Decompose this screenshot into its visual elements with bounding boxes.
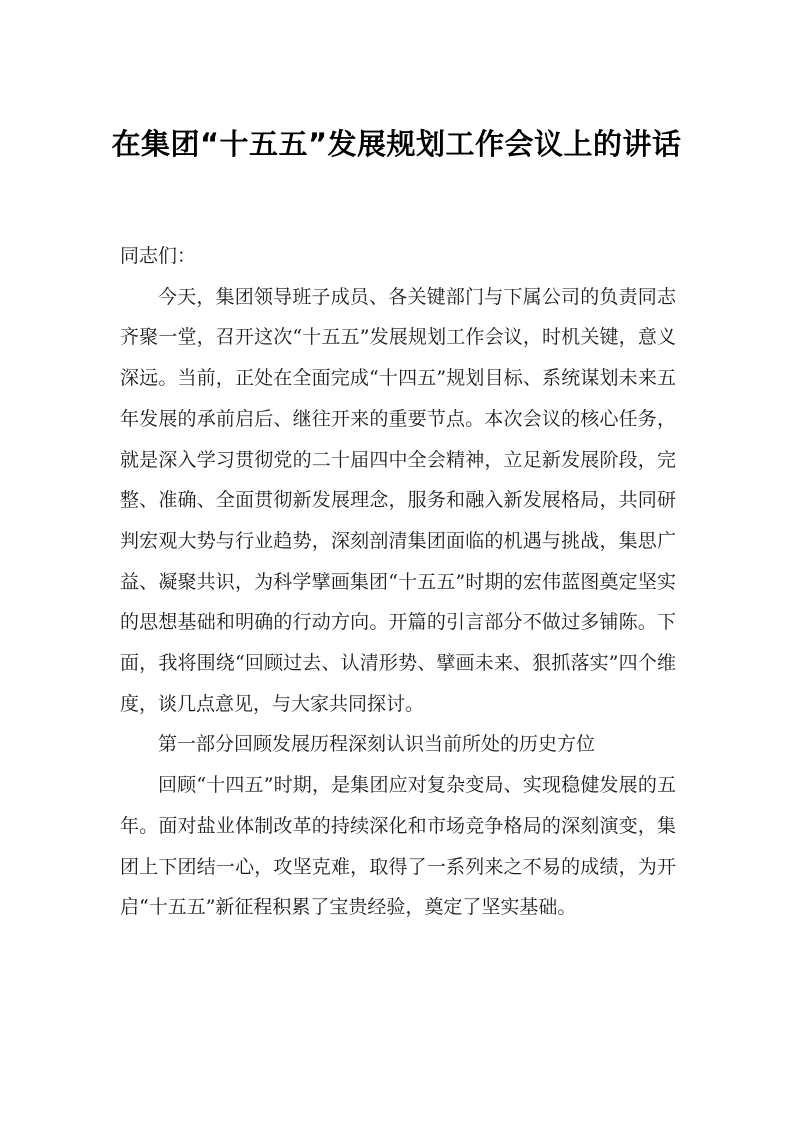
document-body (120, 236, 676, 928)
salutation: 同志们： (120, 245, 197, 267)
intro-paragraph: 今天，集团领导班子成员、各关键部门与下属公司的负责同志齐聚一堂，召开这次“十五五”发展规划工作会议，时机关键，意义深远。当前，正处在全面完成“十四五”规划目标、系统谋划未来五年发展的承前启后、继往开来的重要节点。本次会议的核心任务，就是深入学习贯彻党的二十届四中全会精神，立足新发展阶段，完整、准确、全面贯彻新发展理念，服务和融入新发展格局，共同研判宏观大势与行业趋势，深刻剖清集团面临的机遇与挑战，集思广益、凝聚共识，为科学擘画集团“十五五”时期的宏伟蓝图奠定坚实的思想基础和明确的行动方向。开篇的引言部分不做过多铺陈。下面，我将围绕“回顾过去、认清形势、擘画未来、狠抓落实”四个维度，谈几点意见，与大家共同探讨。 (120, 285, 676, 715)
section-paragraph: 回顾“十四五”时期，是集团应对复杂变局、实现稳健发展的五年。面对盐业体制改革的持续深化和市场竞争格局的深刻演变，集团上下团结一心，攻坚克难，取得了一系列来之不易的成绩，为开启“十五五”新征程积累了宝贵经验，奠定了坚实基础。 (120, 774, 676, 919)
document-title: 在集团“十五五”发展规划工作会议上的讲话 (111, 127, 682, 161)
section-heading: 第一部分回顾发展历程深刻认识当前所处的历史方位 (158, 733, 596, 756)
